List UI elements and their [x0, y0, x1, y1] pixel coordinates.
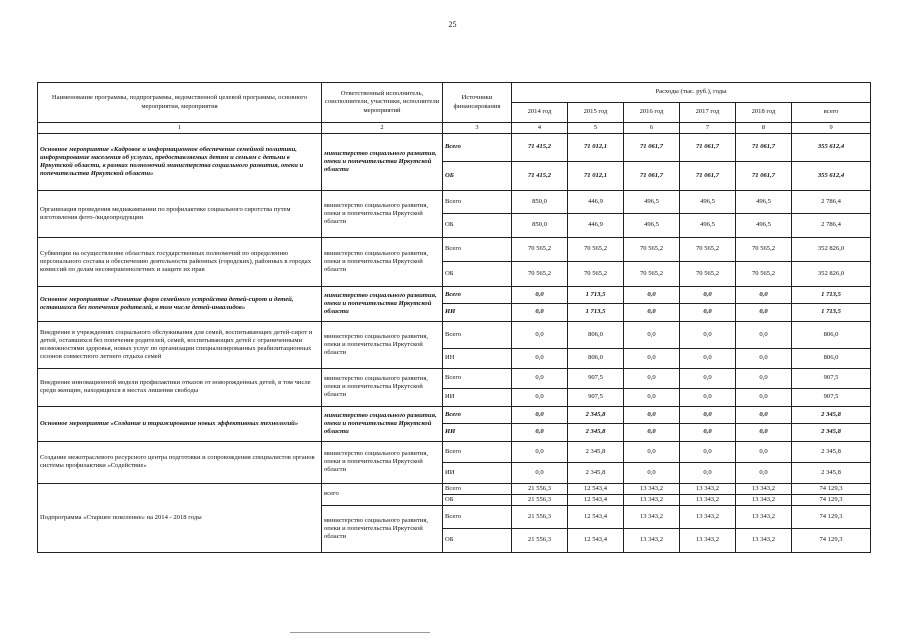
page-number: 25: [448, 20, 457, 29]
column-number: 6: [624, 123, 680, 134]
row-value: 0,0: [512, 406, 568, 423]
row-responsible: министерство социального развития, опеки и попечительства Иркутской области: [322, 406, 443, 441]
row-source: Всего: [443, 321, 512, 348]
row-name: Основное мероприятие «Создание и тиражирование новых эффективных технологий»: [38, 406, 322, 441]
row-source: ИИ: [443, 423, 512, 441]
row-responsible: министерство социального развития, опеки и попечительства Иркутской области: [322, 368, 443, 406]
row-value: 21 556,3: [512, 494, 568, 505]
row-source: Всего: [443, 441, 512, 462]
row-value: 0,0: [624, 406, 680, 423]
row-source: ОБ: [443, 213, 512, 237]
row-name: Внедрение в учреждениях социального обслуживания для семей, воспитывающих детей-сирот и детей, оставшихся без попечения родителей, семей, воспитывающих детей с ограниченными возможностями здоровья, новых услуг по организации специализированных реабилитационных сезонов совместного летнего отдыха семей: [38, 321, 322, 368]
row-value: 13 343,2: [624, 505, 680, 528]
header-name-column: Наименование программы, подпрограммы, ведомственной целевой программы, основного мероприятия, мероприятия: [38, 83, 322, 123]
row-value: 0,0: [680, 388, 736, 406]
row-value: 13 343,2: [680, 494, 736, 505]
header-year: 2016 год: [624, 103, 680, 123]
row-value: 0,0: [736, 441, 792, 462]
row-value: 74 129,3: [792, 483, 871, 494]
row-value: 2 345,8: [792, 462, 871, 483]
row-value: 71 061,7: [624, 161, 680, 190]
row-value: 806,0: [568, 321, 624, 348]
row-value: 0,0: [680, 286, 736, 303]
table-row: [38, 406, 871, 423]
row-source: Всего: [443, 406, 512, 423]
row-value: 0,0: [736, 286, 792, 303]
row-value: 74 129,3: [792, 505, 871, 528]
row-value: 850,0: [512, 190, 568, 213]
row-value: 21 556,3: [512, 528, 568, 552]
row-value: 1 713,5: [568, 303, 624, 321]
row-source: ИИ: [443, 303, 512, 321]
row-value: 13 343,2: [680, 505, 736, 528]
row-value: 0,0: [736, 406, 792, 423]
row-value: 2 786,4: [792, 213, 871, 237]
row-value: 0,0: [736, 348, 792, 368]
row-value: 2 345,8: [568, 441, 624, 462]
row-value: 70 565,2: [512, 261, 568, 286]
row-value: 806,0: [568, 348, 624, 368]
table-header: [38, 83, 871, 134]
row-value: 71 061,7: [680, 133, 736, 161]
row-value: 496,5: [624, 190, 680, 213]
subprogram-resp-ministry: министерство социального развития, опеки и попечительства Иркутской области: [322, 505, 443, 552]
row-value: 71 415,2: [512, 133, 568, 161]
row-value: 0,0: [680, 406, 736, 423]
row-value: 496,5: [680, 213, 736, 237]
row-value: 2 345,8: [568, 462, 624, 483]
row-value: 71 012,1: [568, 133, 624, 161]
row-value: 70 565,2: [512, 237, 568, 261]
subprogram-total-row: [38, 483, 871, 494]
row-value: 446,9: [568, 190, 624, 213]
row-source: ОБ: [443, 494, 512, 505]
row-value: 2 345,8: [568, 423, 624, 441]
row-value: 70 565,2: [736, 237, 792, 261]
column-number: 7: [680, 123, 736, 134]
row-value: 0,0: [624, 286, 680, 303]
table-row: [38, 190, 871, 213]
row-value: 0,0: [736, 368, 792, 388]
row-value: 2 786,4: [792, 190, 871, 213]
row-responsible: министерство социального развития, опеки и попечительства Иркутской области: [322, 441, 443, 483]
row-source: ОБ: [443, 528, 512, 552]
row-value: 0,0: [680, 423, 736, 441]
row-value: 13 343,2: [680, 528, 736, 552]
row-name: Субвенции на осуществление областных государственных полномочий по определению персонального состава и обеспечению деятельности районных (городских), районных в городах комиссий по делам несовершеннолетних и защите их прав: [38, 237, 322, 286]
row-value: 496,5: [736, 213, 792, 237]
header-year: 2015 год: [568, 103, 624, 123]
row-value: 70 565,2: [680, 237, 736, 261]
row-value: 806,0: [792, 348, 871, 368]
row-value: 907,5: [792, 368, 871, 388]
row-source: ИИ: [443, 462, 512, 483]
row-responsible: министерство социального развития, опеки и попечительства Иркутской области: [322, 286, 443, 321]
row-value: 70 565,2: [680, 261, 736, 286]
row-value: 0,0: [512, 462, 568, 483]
row-value: 70 565,2: [624, 261, 680, 286]
row-value: 12 543,4: [568, 528, 624, 552]
row-value: 71 061,7: [736, 161, 792, 190]
row-value: 70 565,2: [624, 237, 680, 261]
row-source: Всего: [443, 483, 512, 494]
row-value: 13 343,2: [680, 483, 736, 494]
column-number: 4: [512, 123, 568, 134]
table-row: [38, 441, 871, 462]
row-value: 13 343,2: [736, 528, 792, 552]
row-value: 0,0: [624, 441, 680, 462]
row-source: Всего: [443, 505, 512, 528]
table-row: [38, 133, 871, 161]
row-value: 12 543,4: [568, 505, 624, 528]
row-name: Основное мероприятие «Развитие форм семейного устройства детей-сирот и детей, оставшихся без попечения родителей, в том числе детей-инвалидов»: [38, 286, 322, 321]
row-responsible: министерство социального развития, опеки и попечительства Иркутской области: [322, 237, 443, 286]
row-value: 0,0: [736, 321, 792, 348]
row-responsible: министерство социального развития, опеки и попечительства Иркутской области: [322, 321, 443, 368]
row-value: 13 343,2: [624, 483, 680, 494]
row-value: 2 345,8: [792, 423, 871, 441]
row-source: Всего: [443, 190, 512, 213]
row-value: 70 565,2: [568, 237, 624, 261]
header-responsible-column: Ответственный исполнитель, соисполнители, участники, исполнители мероприятий: [322, 83, 443, 123]
row-value: 355 612,4: [792, 133, 871, 161]
row-value: 0,0: [736, 303, 792, 321]
row-value: 355 612,4: [792, 161, 871, 190]
row-source: Всего: [443, 237, 512, 261]
row-source: Всего: [443, 133, 512, 161]
row-value: 13 343,2: [736, 494, 792, 505]
row-source: Всего: [443, 286, 512, 303]
row-value: 352 826,0: [792, 261, 871, 286]
row-value: 0,0: [736, 388, 792, 406]
row-value: 446,9: [568, 213, 624, 237]
row-value: 0,0: [624, 462, 680, 483]
row-value: 0,0: [512, 286, 568, 303]
row-value: 0,0: [680, 462, 736, 483]
row-source: Всего: [443, 368, 512, 388]
row-value: 0,0: [624, 348, 680, 368]
row-value: 0,0: [736, 423, 792, 441]
row-value: 0,0: [736, 462, 792, 483]
row-value: 71 415,2: [512, 161, 568, 190]
header-year: 2017 год: [680, 103, 736, 123]
row-value: 12 543,4: [568, 483, 624, 494]
row-value: 0,0: [624, 303, 680, 321]
row-value: 21 556,3: [512, 505, 568, 528]
row-value: 21 556,3: [512, 483, 568, 494]
row-value: 0,0: [624, 388, 680, 406]
table-row: [38, 237, 871, 261]
column-number: 8: [736, 123, 792, 134]
row-responsible: министерство социального развития, опеки и попечительства Иркутской области: [322, 133, 443, 190]
column-number: 1: [38, 123, 322, 134]
table-row: [38, 321, 871, 348]
row-value: 13 343,2: [624, 528, 680, 552]
row-source: ОБ: [443, 261, 512, 286]
row-value: 0,0: [680, 368, 736, 388]
row-value: 0,0: [680, 303, 736, 321]
column-number: 2: [322, 123, 443, 134]
subprogram-resp-total: всего: [322, 483, 443, 505]
row-value: 71 061,7: [680, 161, 736, 190]
row-value: 0,0: [624, 423, 680, 441]
row-value: 71 061,7: [736, 133, 792, 161]
row-value: 13 343,2: [736, 505, 792, 528]
row-value: 496,5: [680, 190, 736, 213]
row-source: ИИ: [443, 388, 512, 406]
row-name: Создание межотраслевого ресурсного центра подготовки и сопровождения специалистов органов системы профилактики «Содействие»: [38, 441, 322, 483]
row-value: 352 826,0: [792, 237, 871, 261]
row-value: 2 345,8: [792, 441, 871, 462]
row-value: 70 565,2: [568, 261, 624, 286]
row-value: 1 713,5: [568, 286, 624, 303]
budget-table: [37, 82, 871, 553]
row-value: 2 345,8: [792, 406, 871, 423]
row-value: 0,0: [512, 423, 568, 441]
subprogram-name: Подпрограмма «Старшее поколение» на 2014 - 2018 годы: [38, 483, 322, 552]
row-value: 0,0: [512, 388, 568, 406]
row-value: 13 343,2: [624, 494, 680, 505]
row-value: 0,0: [624, 321, 680, 348]
table-body: [38, 133, 871, 552]
row-value: 907,5: [568, 368, 624, 388]
row-value: 0,0: [512, 441, 568, 462]
row-value: 1 713,5: [792, 303, 871, 321]
row-value: 496,5: [624, 213, 680, 237]
row-value: 496,5: [736, 190, 792, 213]
column-number: 9: [792, 123, 871, 134]
row-value: 71 061,7: [624, 133, 680, 161]
row-value: 850,0: [512, 213, 568, 237]
row-value: 0,0: [624, 368, 680, 388]
header-year: 2014 год: [512, 103, 568, 123]
row-value: 1 713,5: [792, 286, 871, 303]
row-responsible: министерство социального развития, опеки и попечительства Иркутской области: [322, 190, 443, 237]
row-value: 907,5: [792, 388, 871, 406]
row-value: 71 012,1: [568, 161, 624, 190]
row-value: 74 129,3: [792, 494, 871, 505]
column-number: 3: [443, 123, 512, 134]
row-name: Организация проведения медиакампании по профилактике социального сиротства путем изготовления фото-/видеопродукции: [38, 190, 322, 237]
row-value: 12 543,4: [568, 494, 624, 505]
row-value: 13 343,2: [736, 483, 792, 494]
row-value: 0,0: [680, 348, 736, 368]
footer-divider: [290, 632, 430, 633]
row-value: 0,0: [512, 368, 568, 388]
row-value: 0,0: [680, 321, 736, 348]
row-value: 74 129,3: [792, 528, 871, 552]
table-row: [38, 286, 871, 303]
column-number: 5: [568, 123, 624, 134]
row-value: 2 345,8: [568, 406, 624, 423]
header-source-column: Источники финансирования: [443, 83, 512, 123]
row-value: 70 565,2: [736, 261, 792, 286]
row-value: 0,0: [512, 348, 568, 368]
header-expenses: Расходы (тыс. руб.), годы: [512, 83, 871, 103]
row-value: 0,0: [680, 441, 736, 462]
row-value: 806,0: [792, 321, 871, 348]
row-source: ИН: [443, 348, 512, 368]
row-value: 0,0: [512, 303, 568, 321]
header-year: всего: [792, 103, 871, 123]
row-source: ОБ: [443, 161, 512, 190]
row-value: 0,0: [512, 321, 568, 348]
table-row: [38, 368, 871, 388]
row-name: Внедрение инновационной модели профилактики отказов от новорожденных детей, в том числе среди женщин, находящихся в местах лишения свободы: [38, 368, 322, 406]
row-value: 907,5: [568, 388, 624, 406]
row-name: Основное мероприятие «Кадровое и информационное обеспечение семейной политики, информирование населения об услугах, предоставляемых детям и семьям с детьми в Иркутской области, в рамках полномочий министерства социального развития, опеки и попечительства Иркутской области»: [38, 133, 322, 190]
header-year: 2018 год: [736, 103, 792, 123]
column-number-row: [38, 123, 871, 134]
